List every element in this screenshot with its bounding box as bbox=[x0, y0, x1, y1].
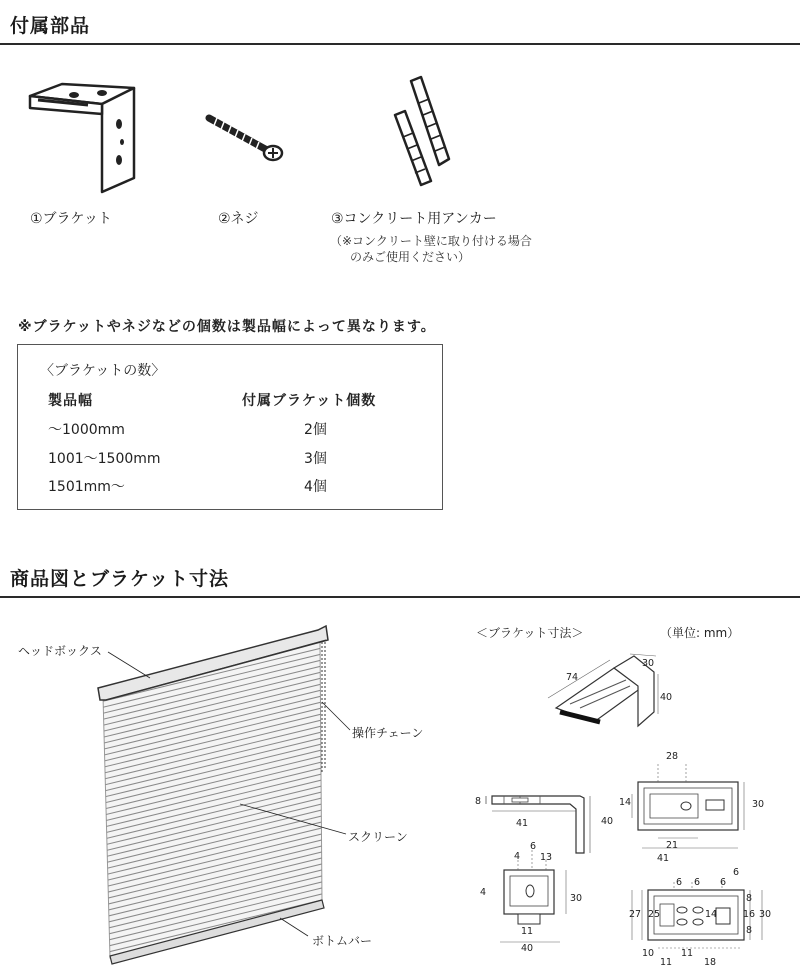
dim-front-40: 40 bbox=[521, 943, 534, 954]
section-header-product-diagram bbox=[0, 560, 800, 598]
part-label-bracket: ①ブラケット bbox=[30, 211, 112, 227]
dim-iso-height: 40 bbox=[660, 692, 673, 703]
callout-operating-chain: 操作チェーン bbox=[352, 726, 424, 740]
callout-headbox: ヘッドボックス bbox=[18, 644, 102, 658]
part-label-screw: ②ネジ bbox=[218, 211, 259, 227]
dim-side-height: 40 bbox=[601, 816, 614, 827]
dim-bottom-11b: 11 bbox=[681, 948, 694, 959]
dim-front-11: 11 bbox=[521, 926, 534, 937]
table-title: 〈ブラケットの数〉 bbox=[40, 363, 166, 379]
row-width-2: 1001～1500mm bbox=[48, 451, 161, 467]
dim-iso-depth: 74 bbox=[566, 672, 579, 683]
dim-bottom-14: 14 bbox=[705, 909, 718, 920]
dim-bottom-30: 30 bbox=[759, 909, 772, 920]
column-header-width: 製品幅 bbox=[48, 393, 93, 409]
dim-bottom-18: 18 bbox=[704, 957, 717, 968]
bracket-top-view bbox=[628, 758, 753, 853]
dim-top-21: 21 bbox=[666, 840, 679, 851]
row-count-2: 3個 bbox=[304, 451, 327, 467]
section-title: 付属部品 bbox=[10, 15, 91, 37]
anchor-note-line1: （※コンクリート壁に取り付ける場合 bbox=[330, 234, 532, 248]
dim-top-30: 30 bbox=[752, 799, 765, 810]
dim-front-30: 30 bbox=[570, 893, 583, 904]
dim-iso-width: 30 bbox=[642, 658, 655, 669]
part-label-anchor: ③コンクリート用アンカー bbox=[331, 211, 497, 227]
product-illustration bbox=[0, 612, 470, 978]
row-count-1: 2個 bbox=[304, 422, 327, 438]
anchor-illustration bbox=[385, 75, 465, 190]
unit-label: （単位: mm） bbox=[660, 626, 740, 640]
dim-bottom-27: 27 bbox=[629, 909, 642, 920]
quantity-note: ※ブラケットやネジなどの個数は製品幅によって異なります。 bbox=[18, 319, 436, 335]
dim-bottom-8b: 8 bbox=[746, 925, 753, 936]
bracket-illustration bbox=[18, 80, 143, 200]
dim-top-41: 41 bbox=[657, 853, 670, 864]
row-width-3: 1501mm～ bbox=[48, 479, 125, 495]
column-header-count: 付属ブラケット個数 bbox=[242, 393, 377, 409]
dim-bottom-6c: 6 bbox=[720, 877, 727, 888]
dim-top-14: 14 bbox=[619, 797, 632, 808]
dim-bottom-6b: 6 bbox=[694, 877, 701, 888]
dim-side-length: 41 bbox=[516, 818, 529, 829]
dim-top-28: 28 bbox=[666, 751, 679, 762]
dim-side-lip: 8 bbox=[475, 796, 482, 807]
callout-bottom-bar: ボトムバー bbox=[312, 934, 373, 948]
dim-front-4: 4 bbox=[514, 851, 521, 862]
dim-front-13: 13 bbox=[540, 852, 553, 863]
section-header-accessories bbox=[0, 0, 800, 45]
dim-bottom-6d: 6 bbox=[733, 867, 740, 878]
dim-bottom-8a: 8 bbox=[746, 893, 753, 904]
dim-front-4b: 4 bbox=[480, 887, 487, 898]
row-width-1: ～1000mm bbox=[48, 422, 125, 438]
screw-illustration bbox=[205, 112, 290, 172]
dim-bottom-25: 25 bbox=[648, 909, 661, 920]
anchor-note-line2: のみご使用ください） bbox=[350, 250, 471, 264]
dim-bottom-10: 10 bbox=[642, 948, 655, 959]
row-count-3: 4個 bbox=[304, 479, 327, 495]
bracket-dimensions-title: ＜ブラケット寸法＞ bbox=[476, 626, 584, 640]
section-title: 商品図とブラケット寸法 bbox=[10, 568, 230, 590]
dim-bottom-16: 16 bbox=[743, 909, 756, 920]
callout-screen: スクリーン bbox=[348, 830, 408, 844]
dim-front-6: 6 bbox=[530, 841, 537, 852]
bracket-count-table bbox=[17, 344, 443, 510]
dim-bottom-11a: 11 bbox=[660, 957, 673, 968]
dim-bottom-6a: 6 bbox=[676, 877, 683, 888]
